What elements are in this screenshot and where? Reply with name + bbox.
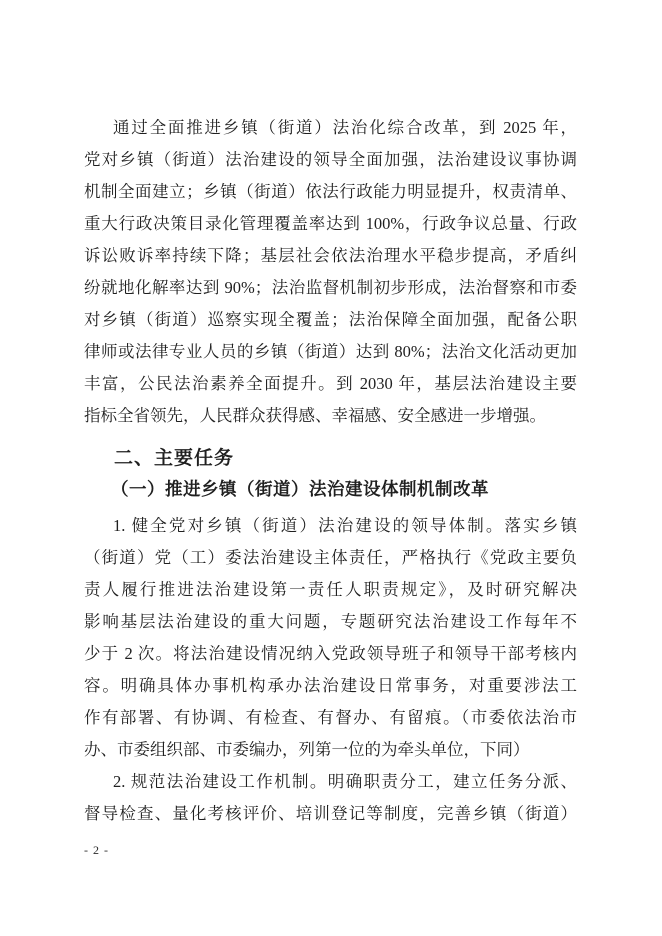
text-line: 通过全面推进乡镇（街道）法治化综合改革，到 2025 年， bbox=[113, 118, 577, 137]
text-line: 作有部署、有协调、有检查、有督办、有留痕。（市委依法治市 bbox=[84, 708, 577, 727]
intro-paragraph bbox=[84, 112, 577, 432]
section-heading: 二、主要任务 bbox=[114, 448, 235, 469]
text-line: 纷就地化解率达到 90%；法治监督机制初步形成，法治督察和市委 bbox=[84, 278, 577, 297]
text-line: 影响基层法治建设的重大问题，专题研究法治建设工作每年不 bbox=[84, 612, 577, 631]
subsection-heading: （一）推进乡镇（街道）法治建设体制机制改革 bbox=[111, 479, 489, 499]
text-line: 少于 2 次。将法治建设情况纳入党政领导班子和领导干部考核内 bbox=[84, 644, 577, 663]
text-line: 指标全省领先，人民群众获得感、幸福感、安全感进一步增强。 bbox=[84, 406, 546, 425]
text-line: 办、市委组织部、市委编办，列第一位的为牵头单位，下同） bbox=[84, 740, 530, 759]
page-number: - 2 - bbox=[84, 843, 109, 857]
text-line: 机制全面建立；乡镇（街道）依法行政能力明显提升，权责清单、 bbox=[84, 182, 577, 201]
text-line: 责人履行推进法治建设第一责任人职责规定》，及时研究解决 bbox=[84, 580, 577, 599]
text-line: 容。明确具体办事机构承办法治建设日常事务，对重要涉法工 bbox=[84, 676, 577, 695]
text-line: 律师或法律专业人员的乡镇（街道）达到 80%；法治文化活动更加 bbox=[84, 342, 577, 361]
text-line: 党对乡镇（街道）法治建设的领导全面加强，法治建设议事协调 bbox=[84, 150, 577, 169]
text-line: 督导检查、量化考核评价、培训登记等制度，完善乡镇（街道） bbox=[84, 804, 577, 823]
text-line: 丰富，公民法治素养全面提升。到 2030 年，基层法治建设主要 bbox=[84, 374, 577, 393]
task-item-2-paragraph bbox=[84, 766, 577, 830]
text-line: 重大行政决策目录化管理覆盖率达到 100%，行政争议总量、行政 bbox=[84, 214, 577, 233]
task-item-1-paragraph bbox=[84, 510, 577, 766]
text-line: （街道）党（工）委法治建设主体责任，严格执行《党政主要负 bbox=[84, 548, 577, 567]
text-line: 1. 健全党对乡镇（街道）法治建设的领导体制。落实乡镇 bbox=[113, 516, 577, 535]
text-line: 诉讼败诉率持续下降；基层社会依法治理水平稳步提高，矛盾纠 bbox=[84, 246, 577, 265]
text-line: 对乡镇（街道）巡察实现全覆盖；法治保障全面加强，配备公职 bbox=[84, 310, 577, 329]
text-line: 2. 规范法治建设工作机制。明确职责分工，建立任务分派、 bbox=[113, 772, 577, 791]
document-body bbox=[84, 112, 577, 830]
